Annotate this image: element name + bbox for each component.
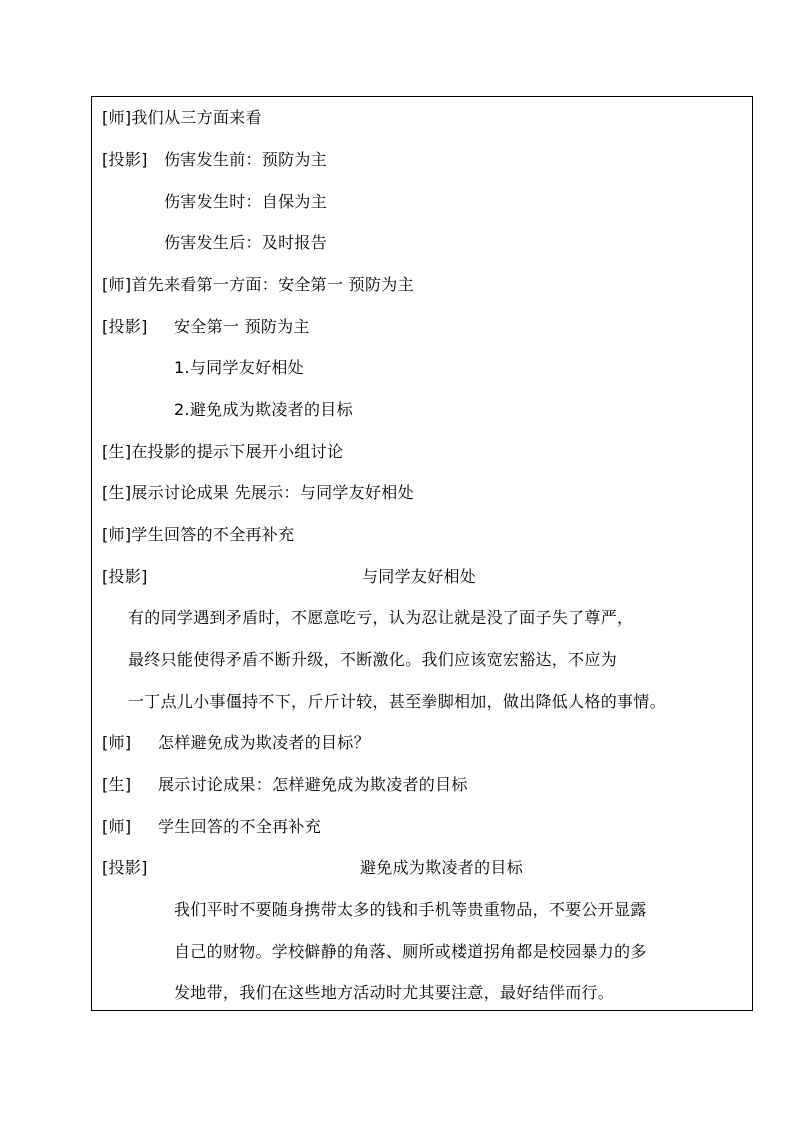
list-item-1: 1.与同学友好相处 [174, 358, 304, 377]
line-teacher-supplement-2: 学生回答的不全再补充 [158, 817, 322, 836]
projection-tag: [投影] [102, 317, 148, 336]
line-teacher-question: 怎样避免成为欺凌者的目标？ [158, 733, 370, 752]
projection-tag: [投影] [102, 150, 148, 169]
line-after-injury: 伤害发生后：及时报告 [164, 233, 328, 252]
line-during-injury: 伤害发生时：自保为主 [164, 192, 328, 211]
paragraph-line: 有的同学遇到矛盾时，不愿意吃亏，认为忍让就是没了面子失了尊严， [128, 608, 634, 627]
paragraph-line: 自己的财物。学校僻静的角落、厕所或楼道拐角都是校园暴力的多 [174, 942, 647, 961]
paragraph-line: 发地带，我们在这些地方活动时尤其要注意，最好结伴而行。 [174, 983, 615, 1002]
paragraph-line: 最终只能使得矛盾不断升级，不断激化。我们应该宽宏豁达，不应为 [128, 650, 618, 669]
line-teacher-intro: [师]我们从三方面来看 [102, 108, 262, 127]
student-tag: [生] [102, 775, 132, 794]
teacher-tag: [师] [102, 817, 132, 836]
section-title-avoid: 避免成为欺凌者的目标 [360, 858, 524, 877]
line-student-results: 展示讨论成果：怎样避免成为欺凌者的目标 [158, 775, 468, 794]
section-title-friendly: 与同学友好相处 [362, 567, 477, 586]
line-student-present: [生]展示讨论成果 先展示：与同学友好相处 [102, 483, 414, 502]
line-teacher-first-aspect: [师]首先来看第一方面：安全第一 预防为主 [102, 275, 414, 294]
line-before-injury: 伤害发生前：预防为主 [164, 150, 328, 169]
list-item-2: 2.避免成为欺凌者的目标 [174, 400, 353, 419]
line-safety-first: 安全第一 预防为主 [174, 317, 310, 336]
teacher-tag: [师] [102, 733, 132, 752]
line-teacher-supplement: [师]学生回答的不全再补充 [102, 525, 295, 544]
projection-tag: [投影] [102, 567, 148, 586]
line-student-discussion: [生]在投影的提示下展开小组讨论 [102, 442, 344, 461]
projection-tag: [投影] [102, 858, 148, 877]
paragraph-line: 一丁点儿小事僵持不下，斤斤计较，甚至拳脚相加，做出降低人格的事情。 [128, 692, 666, 711]
paragraph-line: 我们平时不要随身携带太多的钱和手机等贵重物品，不要公开显露 [174, 900, 647, 919]
